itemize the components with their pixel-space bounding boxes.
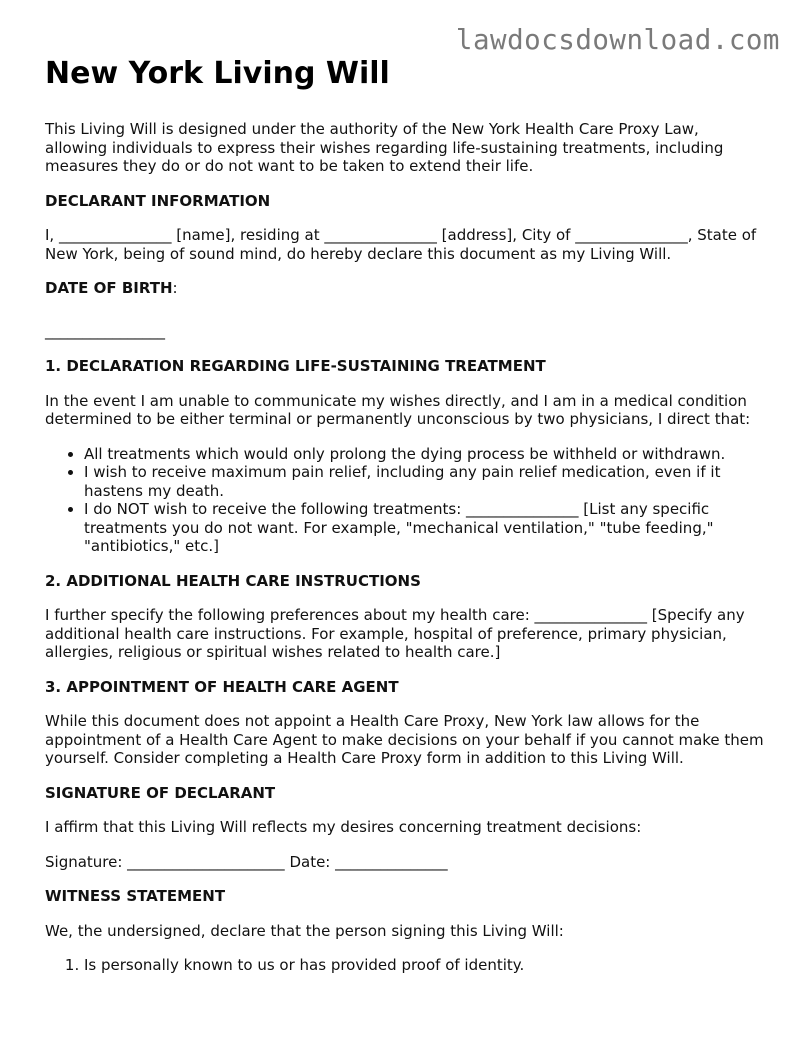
signature-line: Signature: _____________________ Date: _______________ bbox=[45, 852, 448, 871]
list-item: • I wish to receive maximum pain relief, including any pain relief medication, even if it hastens my death. bbox=[84, 463, 765, 500]
watermark: lawdocsdownload.com bbox=[455, 24, 780, 56]
section2-heading: 2. ADDITIONAL HEALTH CARE INSTRUCTIONS bbox=[45, 571, 421, 590]
dob-line: ________________ bbox=[45, 321, 165, 340]
section1-list bbox=[45, 445, 765, 556]
page-title: New York Living Will bbox=[45, 56, 390, 91]
witness-heading: WITNESS STATEMENT bbox=[45, 887, 226, 905]
dob-row bbox=[45, 279, 765, 298]
dob-label: DATE OF BIRTH bbox=[45, 279, 173, 297]
list-item: • I do NOT wish to receive the following treatments: _______________ [List any specific treatments you do not want. For example, "mechanical ventilation," "tube feeding," "antibiotics," etc.] bbox=[84, 500, 765, 556]
section1-text: In the event I am unable to communicate my wishes directly, and I am in a medical condition determined to be either terminal or permanently unconscious by two physicians, I direct that: bbox=[45, 391, 751, 428]
dob-colon: : bbox=[172, 279, 178, 297]
list-item: 1. Is personally known to us or has provided proof of identity. bbox=[84, 956, 765, 975]
section3-text: While this document does not appoint a Health Care Proxy, New York law allows for the appointment of a Health Care Agent to make decisions on your behalf if you cannot make them yourself. Consider completing a Health Care Proxy form in addition to this Living Will. bbox=[45, 712, 764, 767]
section2-text: I further specify the following preferences about my health care: _______________ [Specify any additional health care instructions. For example, hospital of preference, primary physician, allergies, religious or spiritual wishes related to health care.] bbox=[45, 606, 745, 661]
intro-paragraph: This Living Will is designed under the authority of the New York Health Care Proxy Law, allowing individuals to express their wishes regarding life-sustaining treatments, including measures they do or do not want to be taken to extend their life. bbox=[45, 120, 724, 175]
declarant-text: I, _______________ [name], residing at _______________ [address], City of _______________, State of New York, being of sound mind, do hereby declare this document as my Living Will. bbox=[45, 226, 757, 263]
section3-heading: 3. APPOINTMENT OF HEALTH CARE AGENT bbox=[45, 677, 399, 696]
signature-heading: SIGNATURE OF DECLARANT bbox=[45, 783, 276, 802]
section1-heading: 1. DECLARATION REGARDING LIFE-SUSTAINING TREATMENT bbox=[45, 357, 546, 375]
declarant-heading: DECLARANT INFORMATION bbox=[45, 191, 271, 210]
list-item: • All treatments which would only prolong the dying process be withheld or withdrawn. bbox=[84, 445, 765, 464]
witness-text: We, the undersigned, declare that the person signing this Living Will: bbox=[45, 921, 564, 940]
document-page bbox=[45, 56, 765, 991]
witness-list bbox=[45, 956, 765, 975]
signature-text: I affirm that this Living Will reflects my desires concerning treatment decisions: bbox=[45, 818, 642, 836]
